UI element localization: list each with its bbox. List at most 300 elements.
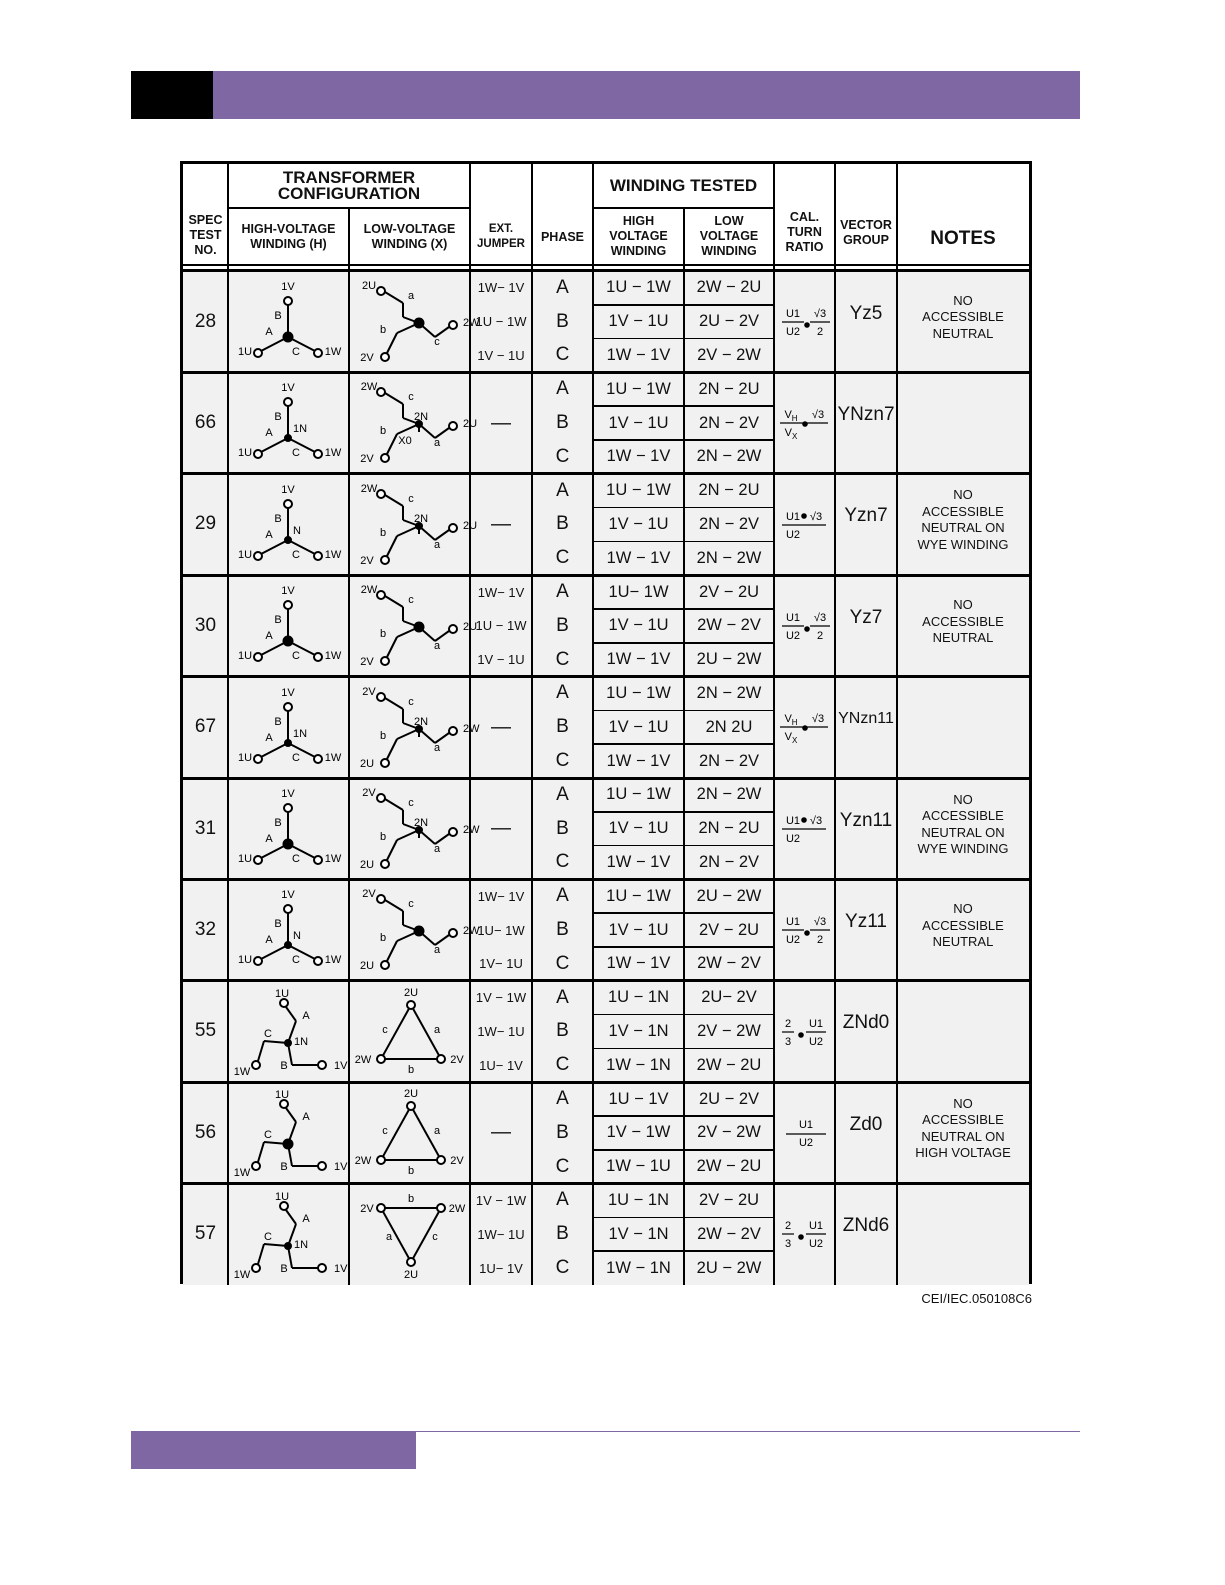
figure-caption: CEI/IEC.050108C6 bbox=[921, 1291, 1032, 1306]
ratio-term: 2 bbox=[816, 629, 824, 642]
phase-label: C bbox=[555, 750, 570, 772]
neutral-point bbox=[284, 637, 293, 646]
diagram-label: 1W bbox=[324, 650, 342, 663]
ratio-term: √3 bbox=[809, 814, 823, 827]
ratio-term: U2 bbox=[808, 1238, 824, 1251]
terminal-1v bbox=[284, 905, 292, 913]
ratio-term: U1 bbox=[785, 814, 801, 827]
high-voltage-winding-tested: 1U − 1W bbox=[606, 481, 671, 500]
ratio-term: U2 bbox=[785, 832, 801, 845]
terminal-top bbox=[377, 693, 385, 701]
low-voltage-winding-tested: 2N − 2U bbox=[698, 481, 760, 500]
vector-group: Zd0 bbox=[849, 1113, 883, 1135]
terminal-1u bbox=[254, 957, 262, 965]
cal-turn-ratio bbox=[776, 903, 834, 953]
terminal-top bbox=[377, 388, 385, 396]
notes-text bbox=[897, 1184, 1029, 1277]
high-voltage-winding-tested: 1U − 1W bbox=[606, 683, 671, 702]
spec-test-no: 28 bbox=[194, 310, 217, 332]
diagram-label: A bbox=[265, 630, 273, 643]
terminal-1v bbox=[318, 1264, 326, 1272]
ratio-term: √3 bbox=[811, 409, 825, 422]
diagram-label: 2W bbox=[463, 722, 480, 735]
diagram-label: A bbox=[265, 934, 273, 947]
ratio-term: U2 bbox=[808, 1035, 824, 1048]
phase-label: C bbox=[555, 547, 570, 569]
diagram-label: b bbox=[379, 729, 387, 742]
phase-label: B bbox=[556, 1020, 569, 1042]
phase-label: B bbox=[556, 1121, 569, 1143]
diagram-label: A bbox=[265, 326, 273, 338]
low-voltage-diagram bbox=[351, 273, 480, 371]
high-voltage-diagram bbox=[230, 374, 348, 472]
spec-test-no: 55 bbox=[194, 1020, 217, 1042]
terminal-1u bbox=[254, 349, 262, 357]
diagram-label: 1U bbox=[237, 751, 253, 764]
ratio-term: U2 bbox=[785, 934, 801, 947]
ratio-term: $V_X$ bbox=[784, 427, 798, 442]
diagram-label: C bbox=[264, 1230, 272, 1243]
low-voltage-winding-tested: 2W − 2U bbox=[696, 278, 762, 297]
low-voltage-winding-tested: 2N − 2V bbox=[698, 413, 760, 432]
diagram-label: 1N bbox=[294, 1238, 309, 1251]
low-voltage-winding-tested: 2V − 2U bbox=[698, 920, 760, 939]
terminal-bottom bbox=[381, 961, 389, 969]
diagram-label: 2W bbox=[463, 925, 480, 938]
diagram-label: a bbox=[433, 437, 441, 450]
diagram-label: 1U bbox=[237, 650, 253, 663]
high-voltage-winding-tested: 1W − 1V bbox=[606, 852, 671, 871]
low-voltage-winding-tested: 2N − 2W bbox=[696, 548, 762, 567]
diagram-label: B bbox=[274, 310, 282, 322]
diagram-label: 2V bbox=[450, 1155, 464, 1168]
ratio-term: $V_H$ bbox=[784, 713, 798, 728]
vector-group: ZNd6 bbox=[842, 1215, 890, 1237]
diagram-label: N bbox=[293, 930, 301, 943]
low-voltage-winding-tested: 2W − 2V bbox=[697, 1224, 761, 1243]
diagram-label: 2U bbox=[359, 859, 375, 871]
diagram-label: X0 bbox=[398, 435, 412, 448]
spec-test-no: 56 bbox=[194, 1121, 217, 1143]
diagram-label: a bbox=[433, 741, 441, 754]
low-voltage-winding-tested: 2U− 2V bbox=[701, 988, 757, 1007]
diagram-label: 2U bbox=[403, 1268, 419, 1281]
diagram-label: 2V bbox=[362, 685, 376, 698]
notes-text: NO ACCESSIBLE NEUTRAL ON HIGH VOLTAGE bbox=[915, 1095, 1011, 1161]
ext-jumper: 1V − 1W bbox=[475, 990, 527, 1006]
spec-test-no: 57 bbox=[194, 1223, 217, 1245]
neutral-point bbox=[415, 319, 424, 328]
ext-jumper: — bbox=[491, 512, 511, 535]
diagram-label: 1W bbox=[324, 548, 342, 561]
diagram-label: 2N bbox=[413, 512, 429, 525]
diagram-label: c bbox=[408, 898, 414, 911]
diagram-label: 1W bbox=[324, 853, 342, 865]
terminal-top bbox=[377, 794, 385, 802]
diagram-label: b bbox=[379, 932, 387, 945]
ext-jumper: 1W− 1U bbox=[477, 1023, 525, 1039]
ratio-term: U1 bbox=[785, 611, 801, 624]
diagram-label: 1W bbox=[233, 1167, 251, 1180]
notes-text: NO ACCESSIBLE NEUTRAL bbox=[922, 292, 1004, 341]
terminal-bottom bbox=[381, 759, 389, 767]
neutral-point bbox=[285, 435, 291, 441]
ratio-dot bbox=[799, 1235, 803, 1239]
ext-jumper: 1W− 1V bbox=[477, 888, 525, 904]
ext-jumper: — bbox=[491, 411, 511, 434]
phase-label: A bbox=[556, 783, 569, 805]
ext-jumper: 1V− 1U bbox=[479, 956, 523, 972]
header-ext-jumper: EXT. JUMPER bbox=[477, 223, 525, 250]
diagram-label: 1U bbox=[237, 853, 253, 865]
terminal-1w bbox=[252, 1264, 260, 1272]
spec-test-no: 29 bbox=[194, 513, 217, 535]
terminal-right bbox=[449, 828, 457, 836]
diagram-label: C bbox=[292, 548, 300, 561]
spec-test-no: 66 bbox=[194, 412, 217, 434]
diagram-label: C bbox=[264, 1027, 272, 1040]
diagram-label: 1U bbox=[237, 954, 253, 967]
phase-label: A bbox=[556, 986, 569, 1008]
low-voltage-winding-tested: 2V − 2U bbox=[698, 1190, 760, 1209]
phase-label: A bbox=[556, 1189, 569, 1211]
low-voltage-winding-tested: 2N − 2V bbox=[698, 751, 760, 770]
high-voltage-diagram bbox=[230, 476, 348, 574]
high-voltage-winding-tested: 1U − 1V bbox=[608, 1089, 669, 1108]
phase-label: C bbox=[555, 445, 570, 467]
diagram-label: c bbox=[408, 492, 414, 505]
diagram-label: 1V bbox=[281, 382, 295, 395]
header-phase: PHASE bbox=[540, 229, 585, 244]
low-voltage-winding-tested: 2V − 2U bbox=[698, 582, 760, 601]
terminal-1v bbox=[284, 398, 292, 406]
diagram-label: a bbox=[433, 1125, 441, 1138]
vector-group: YNzn7 bbox=[837, 404, 895, 426]
diagram-label: A bbox=[265, 528, 273, 541]
ratio-dot bbox=[802, 514, 806, 518]
diagram-label: 2W bbox=[354, 1155, 372, 1168]
diagram-label: c bbox=[432, 1230, 438, 1243]
high-voltage-winding-tested: 1V − 1U bbox=[608, 717, 669, 736]
diagram-label: 1V bbox=[334, 1161, 348, 1174]
spec-test-no: 31 bbox=[194, 817, 217, 839]
low-voltage-diagram bbox=[351, 679, 480, 777]
terminal-right bbox=[449, 625, 457, 633]
diagram-label: 1W bbox=[324, 346, 342, 358]
diagram-label: 2V bbox=[360, 554, 374, 567]
ratio-term: U1 bbox=[808, 1017, 824, 1030]
notes-text: NO ACCESSIBLE NEUTRAL ON WYE WINDING bbox=[917, 487, 1009, 552]
ratio-term: $V_X$ bbox=[784, 731, 798, 746]
diagram-label: c bbox=[382, 1125, 388, 1138]
diagram-label: 1N bbox=[294, 1035, 309, 1048]
low-voltage-winding-tested: 2W − 2V bbox=[697, 616, 761, 635]
diagram-label: B bbox=[274, 614, 282, 627]
diagram-label: 2W bbox=[354, 1053, 372, 1066]
diagram-label: 1W bbox=[233, 1268, 251, 1281]
ext-jumper: 1U − 1W bbox=[475, 618, 527, 634]
terminal-node bbox=[437, 1204, 445, 1212]
low-voltage-diagram bbox=[351, 881, 480, 979]
cal-turn-ratio bbox=[776, 1207, 834, 1257]
high-voltage-winding-tested: 1W − 1N bbox=[606, 1258, 671, 1277]
diagram-label: 1V bbox=[281, 788, 295, 800]
diagram-label: A bbox=[302, 1212, 310, 1225]
terminal-top bbox=[377, 287, 385, 295]
high-voltage-winding-tested: 1V − 1N bbox=[608, 1224, 669, 1243]
diagram-label: B bbox=[274, 512, 282, 525]
terminal-right bbox=[449, 524, 457, 532]
ext-jumper: 1W− 1V bbox=[477, 584, 525, 600]
phase-label: A bbox=[556, 581, 569, 603]
diagram-label: A bbox=[265, 427, 273, 440]
diagram-label: 1W bbox=[324, 954, 342, 967]
cal-turn-ratio bbox=[776, 498, 834, 548]
ratio-term: 2 bbox=[784, 1220, 792, 1233]
terminal-1u bbox=[280, 1100, 288, 1108]
low-voltage-diagram bbox=[351, 1084, 469, 1182]
low-voltage-winding-tested: 2W − 2U bbox=[696, 1055, 762, 1074]
ratio-term: √3 bbox=[813, 307, 827, 320]
diagram-label: c bbox=[408, 797, 414, 809]
diagram-label: c bbox=[434, 336, 440, 348]
cal-turn-ratio bbox=[776, 599, 834, 649]
diagram-label: a bbox=[433, 843, 441, 855]
diagram-label: 2N bbox=[413, 817, 429, 829]
diagram-label: 2U bbox=[463, 519, 478, 532]
terminal-node bbox=[407, 1001, 415, 1009]
diagram-label: 2V bbox=[362, 787, 376, 799]
high-voltage-winding-tested: 1W − 1N bbox=[606, 1055, 671, 1074]
diagram-label: 2U bbox=[403, 1088, 419, 1101]
ratio-term: 2 bbox=[816, 325, 824, 338]
diagram-label: 2U bbox=[463, 621, 478, 634]
high-voltage-winding-tested: 1U − 1W bbox=[606, 379, 671, 398]
diagram-label: 1V bbox=[281, 281, 295, 293]
phase-label: C bbox=[555, 851, 570, 873]
terminal-right bbox=[449, 321, 457, 329]
cal-turn-ratio bbox=[776, 700, 834, 750]
ext-jumper: — bbox=[491, 715, 511, 738]
high-voltage-winding-tested: 1W − 1V bbox=[606, 548, 671, 567]
neutral-point bbox=[285, 1040, 291, 1046]
diagram-label: C bbox=[264, 1129, 272, 1142]
high-voltage-diagram bbox=[230, 881, 348, 979]
phase-label: C bbox=[555, 1054, 570, 1076]
high-voltage-winding-tested: 1W − 1V bbox=[606, 345, 671, 364]
ratio-term: 3 bbox=[784, 1238, 792, 1251]
diagram-label: b bbox=[379, 526, 387, 539]
low-voltage-winding-tested: 2W − 2U bbox=[696, 1157, 762, 1176]
low-voltage-winding-tested: 2U − 2W bbox=[696, 1258, 762, 1277]
ratio-term: U1 bbox=[798, 1118, 814, 1131]
diagram-label: N bbox=[293, 524, 301, 537]
terminal-bottom bbox=[381, 556, 389, 564]
terminal-1v bbox=[284, 601, 292, 609]
phase-label: C bbox=[555, 1257, 570, 1279]
transformer-configuration-table bbox=[180, 161, 1032, 1284]
low-voltage-winding-tested: 2N − 2U bbox=[698, 819, 760, 838]
neutral-point bbox=[285, 1243, 291, 1249]
diagram-label: a bbox=[433, 944, 441, 957]
ext-jumper: 1V − 1U bbox=[477, 652, 525, 668]
terminal-1w bbox=[314, 552, 322, 560]
diagram-label: c bbox=[408, 391, 414, 404]
ratio-term: 2 bbox=[816, 934, 824, 947]
high-voltage-winding-tested: 1W − 1V bbox=[606, 954, 671, 973]
ratio-dot bbox=[805, 627, 809, 631]
low-voltage-winding-tested: 2N − 2W bbox=[696, 447, 762, 466]
ext-jumper: 1V − 1W bbox=[475, 1192, 527, 1208]
diagram-label: 1N bbox=[293, 727, 308, 740]
diagram-label: 1U bbox=[237, 548, 253, 561]
header-transformer-configuration: TRANSFORMER CONFIGURATION bbox=[277, 168, 421, 203]
diagram-label: 1U bbox=[274, 1190, 290, 1203]
phase-label: A bbox=[556, 1088, 569, 1110]
high-voltage-winding-tested: 1V − 1U bbox=[608, 312, 669, 331]
phase-label: C bbox=[555, 648, 570, 670]
diagram-label: c bbox=[408, 594, 414, 607]
ratio-term: U1 bbox=[808, 1220, 824, 1233]
ext-jumper: 1U− 1V bbox=[479, 1260, 523, 1276]
ratio-dot bbox=[802, 818, 806, 822]
phase-label: C bbox=[555, 1155, 570, 1177]
terminal-node bbox=[407, 1102, 415, 1110]
terminal-node bbox=[437, 1055, 445, 1063]
terminal-1u bbox=[254, 856, 262, 864]
high-voltage-winding-tested: 1U − 1W bbox=[606, 278, 671, 297]
notes-text: NO ACCESSIBLE NEUTRAL bbox=[922, 901, 1004, 950]
vector-group: Yzn11 bbox=[839, 809, 893, 831]
grid-line bbox=[348, 208, 350, 1285]
ratio-term: √3 bbox=[811, 713, 825, 726]
terminal-node bbox=[437, 1156, 445, 1164]
ext-jumper: 1W− 1U bbox=[477, 1226, 525, 1242]
low-voltage-diagram bbox=[351, 983, 469, 1081]
diagram-label: 1W bbox=[324, 751, 342, 764]
diagram-label: 2U bbox=[359, 757, 375, 770]
ratio-term: 3 bbox=[784, 1035, 792, 1048]
diagram-label: a bbox=[433, 538, 441, 551]
notes-text: NO ACCESSIBLE NEUTRAL ON WYE WINDING bbox=[917, 791, 1009, 857]
ratio-term: U1 bbox=[785, 916, 801, 929]
high-voltage-winding-tested: 1V − 1U bbox=[608, 616, 669, 635]
low-voltage-winding-tested: 2N 2U bbox=[705, 717, 753, 736]
notes-text: NO ACCESSIBLE NEUTRAL bbox=[922, 597, 1004, 646]
diagram-label: 2W bbox=[448, 1202, 466, 1215]
diagram-label: 2W bbox=[463, 317, 480, 329]
low-voltage-diagram bbox=[351, 374, 478, 472]
terminal-right bbox=[449, 727, 457, 735]
terminal-node bbox=[377, 1055, 385, 1063]
terminal-1u bbox=[254, 450, 262, 458]
vector-group: YNzn11 bbox=[838, 710, 894, 728]
terminal-1w bbox=[314, 856, 322, 864]
terminal-1u bbox=[254, 552, 262, 560]
ext-jumper: 1U− 1W bbox=[477, 922, 525, 938]
terminal-1v bbox=[318, 1061, 326, 1069]
header-winding-tested: WINDING TESTED bbox=[609, 176, 758, 195]
diagram-label: a bbox=[407, 290, 415, 302]
high-voltage-diagram bbox=[230, 983, 348, 1081]
terminal-bottom bbox=[381, 454, 389, 462]
high-voltage-winding-tested: 1U − 1N bbox=[608, 1190, 669, 1209]
vector-group: ZNd0 bbox=[842, 1012, 890, 1034]
header-low-voltage-winding: LOW-VOLTAGE WINDING (X) bbox=[363, 222, 456, 251]
notes-text bbox=[897, 677, 1029, 770]
diagram-label: 1V bbox=[281, 889, 295, 902]
terminal-bottom bbox=[381, 657, 389, 665]
diagram-label: 1V bbox=[281, 585, 295, 598]
diagram-label: a bbox=[433, 640, 441, 653]
phase-label: C bbox=[555, 952, 570, 974]
low-voltage-winding-tested: 2U − 2V bbox=[698, 1089, 760, 1108]
terminal-1w bbox=[252, 1061, 260, 1069]
diagram-label: 2N bbox=[413, 715, 429, 728]
phase-label: B bbox=[556, 614, 569, 636]
diagram-label: b bbox=[407, 1063, 415, 1076]
neutral-point bbox=[284, 840, 293, 849]
neutral-point bbox=[285, 942, 291, 948]
phase-label: B bbox=[556, 513, 569, 535]
terminal-1v bbox=[284, 703, 292, 711]
neutral-point bbox=[415, 927, 424, 936]
ratio-term: √3 bbox=[809, 510, 823, 523]
terminal-1u bbox=[280, 999, 288, 1007]
low-voltage-winding-tested: 2U − 2W bbox=[696, 886, 762, 905]
neutral-point bbox=[285, 740, 291, 746]
neutral-point bbox=[285, 537, 291, 543]
high-voltage-diagram bbox=[230, 273, 348, 371]
low-voltage-winding-tested: 2N − 2W bbox=[696, 785, 762, 804]
low-voltage-winding-tested: 2V − 2W bbox=[697, 1021, 761, 1040]
low-voltage-winding-tested: 2N − 2V bbox=[698, 852, 760, 871]
phase-label: B bbox=[556, 412, 569, 434]
low-voltage-winding-tested: 2N − 2U bbox=[698, 379, 760, 398]
diagram-label: B bbox=[274, 918, 282, 931]
low-voltage-diagram bbox=[351, 780, 480, 878]
high-voltage-winding-tested: 1U − 1N bbox=[608, 988, 669, 1007]
phase-label: A bbox=[556, 682, 569, 704]
cal-turn-ratio bbox=[776, 1005, 834, 1055]
low-voltage-winding-tested: 2V − 2W bbox=[697, 1123, 761, 1142]
ratio-term: U2 bbox=[785, 325, 801, 338]
low-voltage-diagram bbox=[351, 1186, 469, 1284]
diagram-label: b bbox=[407, 1192, 415, 1205]
vector-group: Yz11 bbox=[845, 911, 887, 933]
diagram-label: 1U bbox=[237, 346, 253, 358]
notes-text bbox=[897, 981, 1029, 1074]
ratio-dot bbox=[799, 1033, 803, 1037]
phase-label: B bbox=[556, 919, 569, 941]
diagram-label: b bbox=[379, 425, 387, 438]
diagram-label: 2V bbox=[360, 453, 374, 466]
ratio-term: 2 bbox=[784, 1017, 792, 1030]
diagram-label: b bbox=[407, 1165, 415, 1178]
terminal-right bbox=[449, 422, 457, 430]
spec-test-no: 67 bbox=[194, 716, 217, 738]
diagram-label: 1V bbox=[334, 1059, 348, 1072]
high-voltage-winding-tested: 1V − 1N bbox=[608, 1021, 669, 1040]
diagram-label: 2U bbox=[463, 418, 478, 431]
header-black-block bbox=[131, 71, 213, 119]
diagram-label: B bbox=[274, 411, 282, 424]
terminal-top bbox=[377, 591, 385, 599]
high-voltage-winding-tested: 1W − 1V bbox=[606, 751, 671, 770]
diagram-label: b bbox=[379, 628, 387, 641]
terminal-top bbox=[377, 490, 385, 498]
high-voltage-winding-tested: 1W − 1V bbox=[606, 650, 671, 669]
